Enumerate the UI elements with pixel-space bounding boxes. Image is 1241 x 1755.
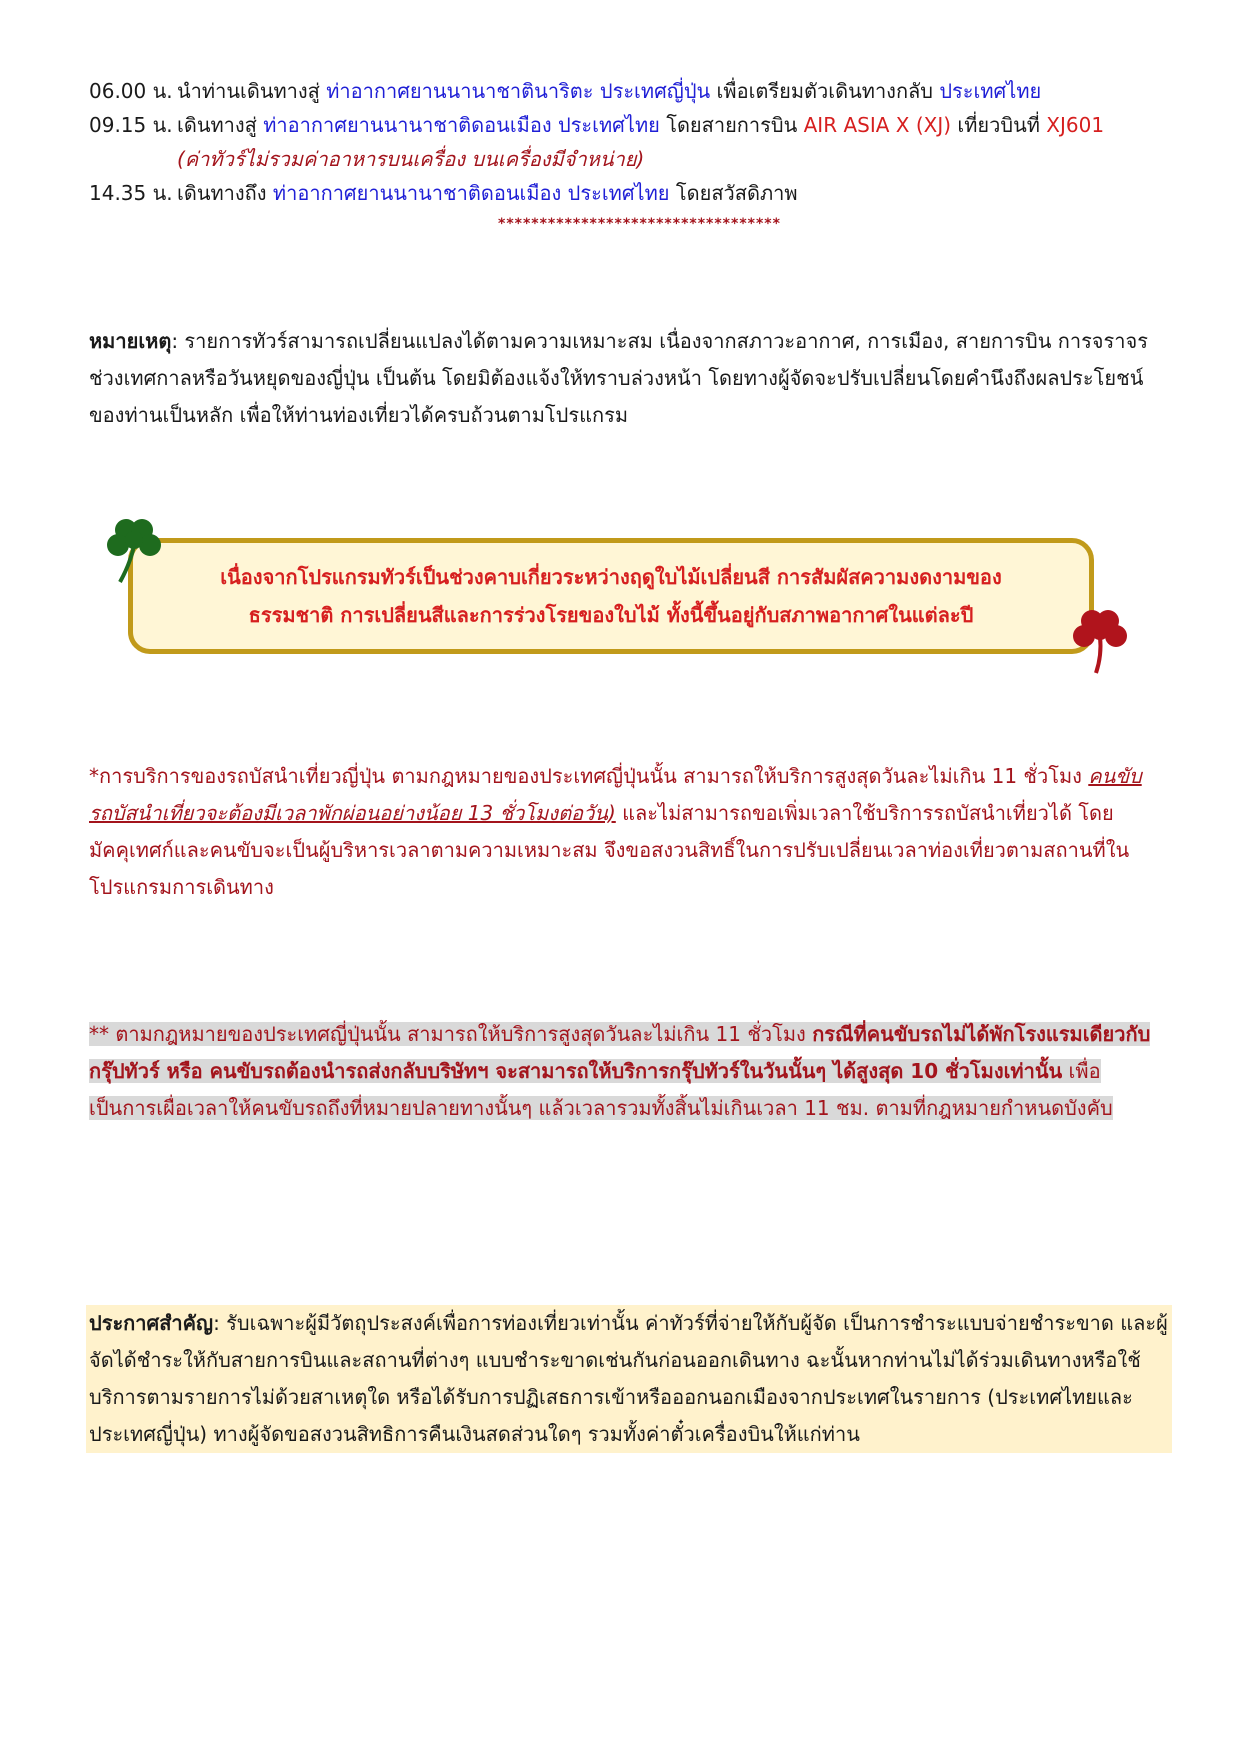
- itinerary-row: [89, 74, 1169, 108]
- itinerary-place: ท่าอากาศยานนานาชาติดอนเมือง ประเทศไทย: [263, 113, 660, 137]
- banner-line: เนื่องจากโปรแกรมทัวร์เป็นช่วงคาบเกี่ยวระหว่างฤดูใบไม้เปลี่ยนสี การสัมผัสความงดงามของ: [220, 565, 1002, 589]
- law-text: เพื่อเป็นการเผื่อเวลาให้คนขับรถถึงที่หมายปลายทางนั้นๆ แล้วเวลารวมทั้งสิ้นไม่เกินเวลา 11 ชม. ตามที่กฎหมายกำหนดบังคับ: [89, 1059, 1113, 1120]
- separator-stars: **********************************: [498, 216, 781, 232]
- itinerary-time: 14.35 น.: [89, 181, 173, 205]
- itinerary-text: เดินทางสู่: [177, 113, 264, 137]
- itinerary-text: เพื่อเตรียมตัวเดินทางกลับ: [710, 79, 940, 103]
- itinerary-desc: [177, 176, 798, 210]
- airline-name: AIR ASIA X (XJ): [803, 113, 952, 137]
- itinerary-time: 06.00 น.: [89, 79, 173, 103]
- itinerary-text: เดินทางถึง: [177, 181, 273, 205]
- autumn-notice-banner: [128, 538, 1094, 654]
- itinerary-place: ท่าอากาศยานนานาชาตินาริตะ ประเทศญี่ปุ่น: [326, 79, 711, 103]
- remark-label: หมายเหตุ: [89, 329, 172, 353]
- itinerary-row: [89, 176, 1169, 210]
- itinerary-text: โดยสายการบิน: [659, 113, 804, 137]
- itinerary-desc: [177, 74, 1041, 108]
- itinerary-text: เที่ยวบินที่: [951, 113, 1047, 137]
- meal-note: (ค่าทัวร์ไม่รวมค่าอาหารบนเครื่อง บนเครื่องมีจำหน่าย): [177, 147, 645, 171]
- important-announcement: [86, 1305, 1172, 1453]
- announcement-label: ประกาศสำคัญ: [89, 1311, 214, 1335]
- banner-line: ธรรมชาติ การเปลี่ยนสีและการร่วงโรยของใบไม้ ทั้งนี้ขึ้นอยู่กับสภาพอากาศในแต่ละปี: [248, 603, 974, 627]
- itinerary-destination: ประเทศไทย: [939, 79, 1042, 103]
- bus-service-paragraph: [89, 758, 1164, 906]
- itinerary: [89, 74, 1169, 210]
- banner-text: [161, 558, 1061, 634]
- itinerary-text: นำท่านเดินทางสู่: [177, 79, 327, 103]
- itinerary-time: 09.15 น.: [89, 113, 173, 137]
- itinerary-row: [89, 108, 1169, 142]
- itinerary-place: ท่าอากาศยานนานาชาติดอนเมือง ประเทศไทย: [272, 181, 670, 205]
- itinerary-text: โดยสวัสดิภาพ: [669, 181, 798, 205]
- itinerary-desc: [177, 108, 1104, 142]
- announcement-text: : รับเฉพาะผู้มีวัตถุประสงค์เพื่อการท่องเที่ยวเท่านั้น ค่าทัวร์ที่จ่ายให้กับผู้จัด เป็นการชำระแบบจ่ายชำระขาด และผู้จัดได้ชำระให้กับสายการบินและสถานที่ต่างๆ แบบชำระขาดเช่นกันก่อนออกเดินทาง ฉะนั้นหากท่านไม่ได้ร่วมเดินทางหรือใช้บริการตามรายการไม่ด้วยสาเหตุใด หรือได้รับการปฏิเสธการเข้าหรือออกนอกเมืองจากประเทศในรายการ (ประเทศไทยและประเทศญี่ปุ่น) ทางผู้จัดขอสงวนสิทธิการคืนเงินสดส่วนใดๆ รวมทั้งค่าตั๋วเครื่องบินให้แก่ท่าน: [89, 1311, 1168, 1446]
- law-text: ** ตามกฎหมายของประเทศญี่ปุ่นนั้น สามารถให้บริการสูงสุดวันละไม่เกิน 11 ชั่วโมง: [89, 1022, 813, 1046]
- bus-text: และไม่สามารถขอเพิ่มเวลาใช้บริการรถบัสนำเที่ยวได้ โดยมัคคุเทศก์และคนขับจะเป็นผู้บริหารเวลาตามความเหมาะสม จึงขอสงวนสิทธิ์ในการปรับเปลี่ยนเวลาท่องเที่ยวตามสถานที่ในโปรแกรมการเดินทาง: [89, 801, 1130, 899]
- remark-text: : รายการทัวร์สามารถเปลี่ยนแปลงได้ตามความเหมาะสม เนื่องจากสภาวะอากาศ, การเมือง, สายการบิน การจราจรช่วงเทศกาลหรือวันหยุดของญี่ปุ่น เป็นต้น โดยมิต้องแจ้งให้ทราบล่วงหน้า โดยทางผู้จัดจะปรับเปลี่ยนโดยคำนึงถึงผลประโยชน์ของท่านเป็นหลัก เพื่อให้ท่านท่องเที่ยวได้ครบถ้วนตามโปรแกรม: [89, 329, 1148, 427]
- law-paragraph: [89, 1016, 1164, 1127]
- green-clover-icon: [102, 512, 166, 584]
- bus-text: *การบริการของรถบัสนำเที่ยวญี่ปุ่น ตามกฎหมายของประเทศญี่ปุ่นนั้น สามารถให้บริการสูงสุดวันละไม่เกิน 11 ชั่วโมง: [89, 764, 1089, 788]
- remark-paragraph: [89, 323, 1164, 434]
- bus-rest-note: คนขับรถบัสนำเที่ยวจะต้องมีเวลาพักผ่อนอย่างน้อย 13 ชั่วโมงต่อวัน): [89, 764, 1142, 825]
- red-clover-icon: [1068, 603, 1132, 675]
- law-bold-text: กรณีที่คนขับรถไม่ได้พักโรงแรมเดียวกับกรุ๊ปทัวร์ หรือ คนขับรถต้องนำรถส่งกลับบริษัทฯ จะสามารถให้บริการกรุ๊ปทัวร์ในวันนั้นๆ ได้สูงสุด 10 ชั่วโมงเท่านั้น: [89, 1022, 1151, 1083]
- flight-number: XJ601: [1046, 113, 1105, 137]
